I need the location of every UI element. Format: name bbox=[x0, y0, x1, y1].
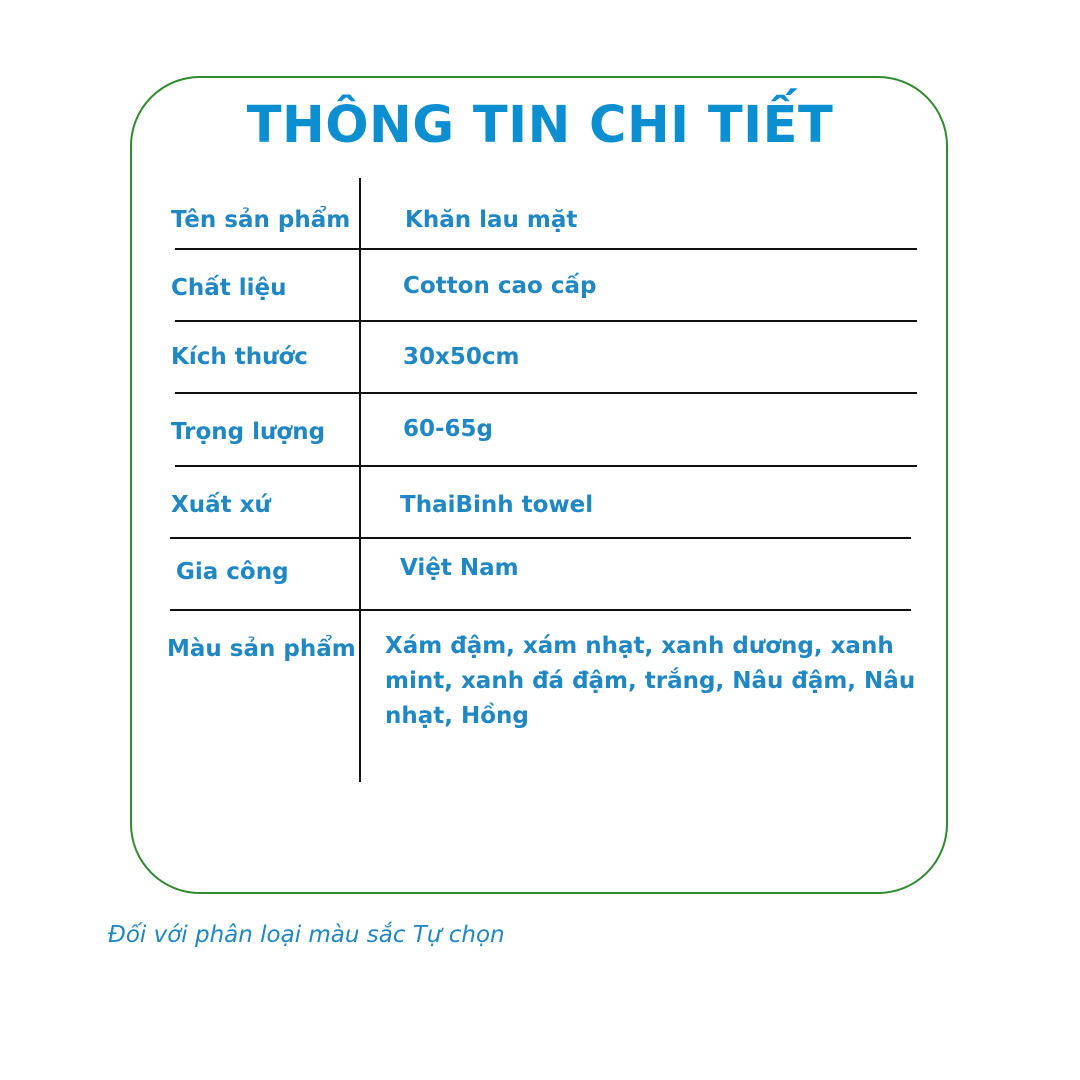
row-divider bbox=[175, 248, 917, 250]
info-card bbox=[130, 76, 948, 894]
value-manufacturing: Việt Nam bbox=[400, 555, 519, 581]
value-size: 30x50cm bbox=[403, 344, 520, 370]
label-product-name: Tên sản phẩm bbox=[171, 207, 351, 233]
label-manufacturing: Gia công bbox=[176, 559, 289, 585]
value-material: Cotton cao cấp bbox=[403, 273, 597, 299]
label-origin: Xuất xứ bbox=[171, 492, 271, 518]
value-weight: 60-65g bbox=[403, 416, 494, 442]
row-divider bbox=[175, 320, 917, 322]
label-material: Chất liệu bbox=[171, 275, 287, 301]
value-product-name: Khăn lau mặt bbox=[405, 207, 578, 233]
table-column-divider bbox=[359, 178, 361, 782]
value-origin: ThaiBinh towel bbox=[400, 492, 594, 518]
label-product-colors: Màu sản phẩm bbox=[167, 636, 356, 662]
row-divider bbox=[175, 392, 917, 394]
value-product-colors: Xám đậm, xám nhạt, xanh dương, xanh mint, xanh đá đậm, trắng, Nâu đậm, Nâu nhạt, Hồng bbox=[385, 633, 916, 729]
row-divider bbox=[170, 609, 911, 611]
label-weight: Trọng lượng bbox=[171, 419, 326, 445]
page-title: THÔNG TIN CHI TIẾT bbox=[246, 96, 834, 155]
label-size: Kích thước bbox=[171, 344, 308, 370]
row-divider bbox=[175, 465, 917, 467]
row-divider bbox=[170, 537, 911, 539]
color-selection-note: Đối với phân loại màu sắc Tự chọn bbox=[108, 922, 505, 948]
